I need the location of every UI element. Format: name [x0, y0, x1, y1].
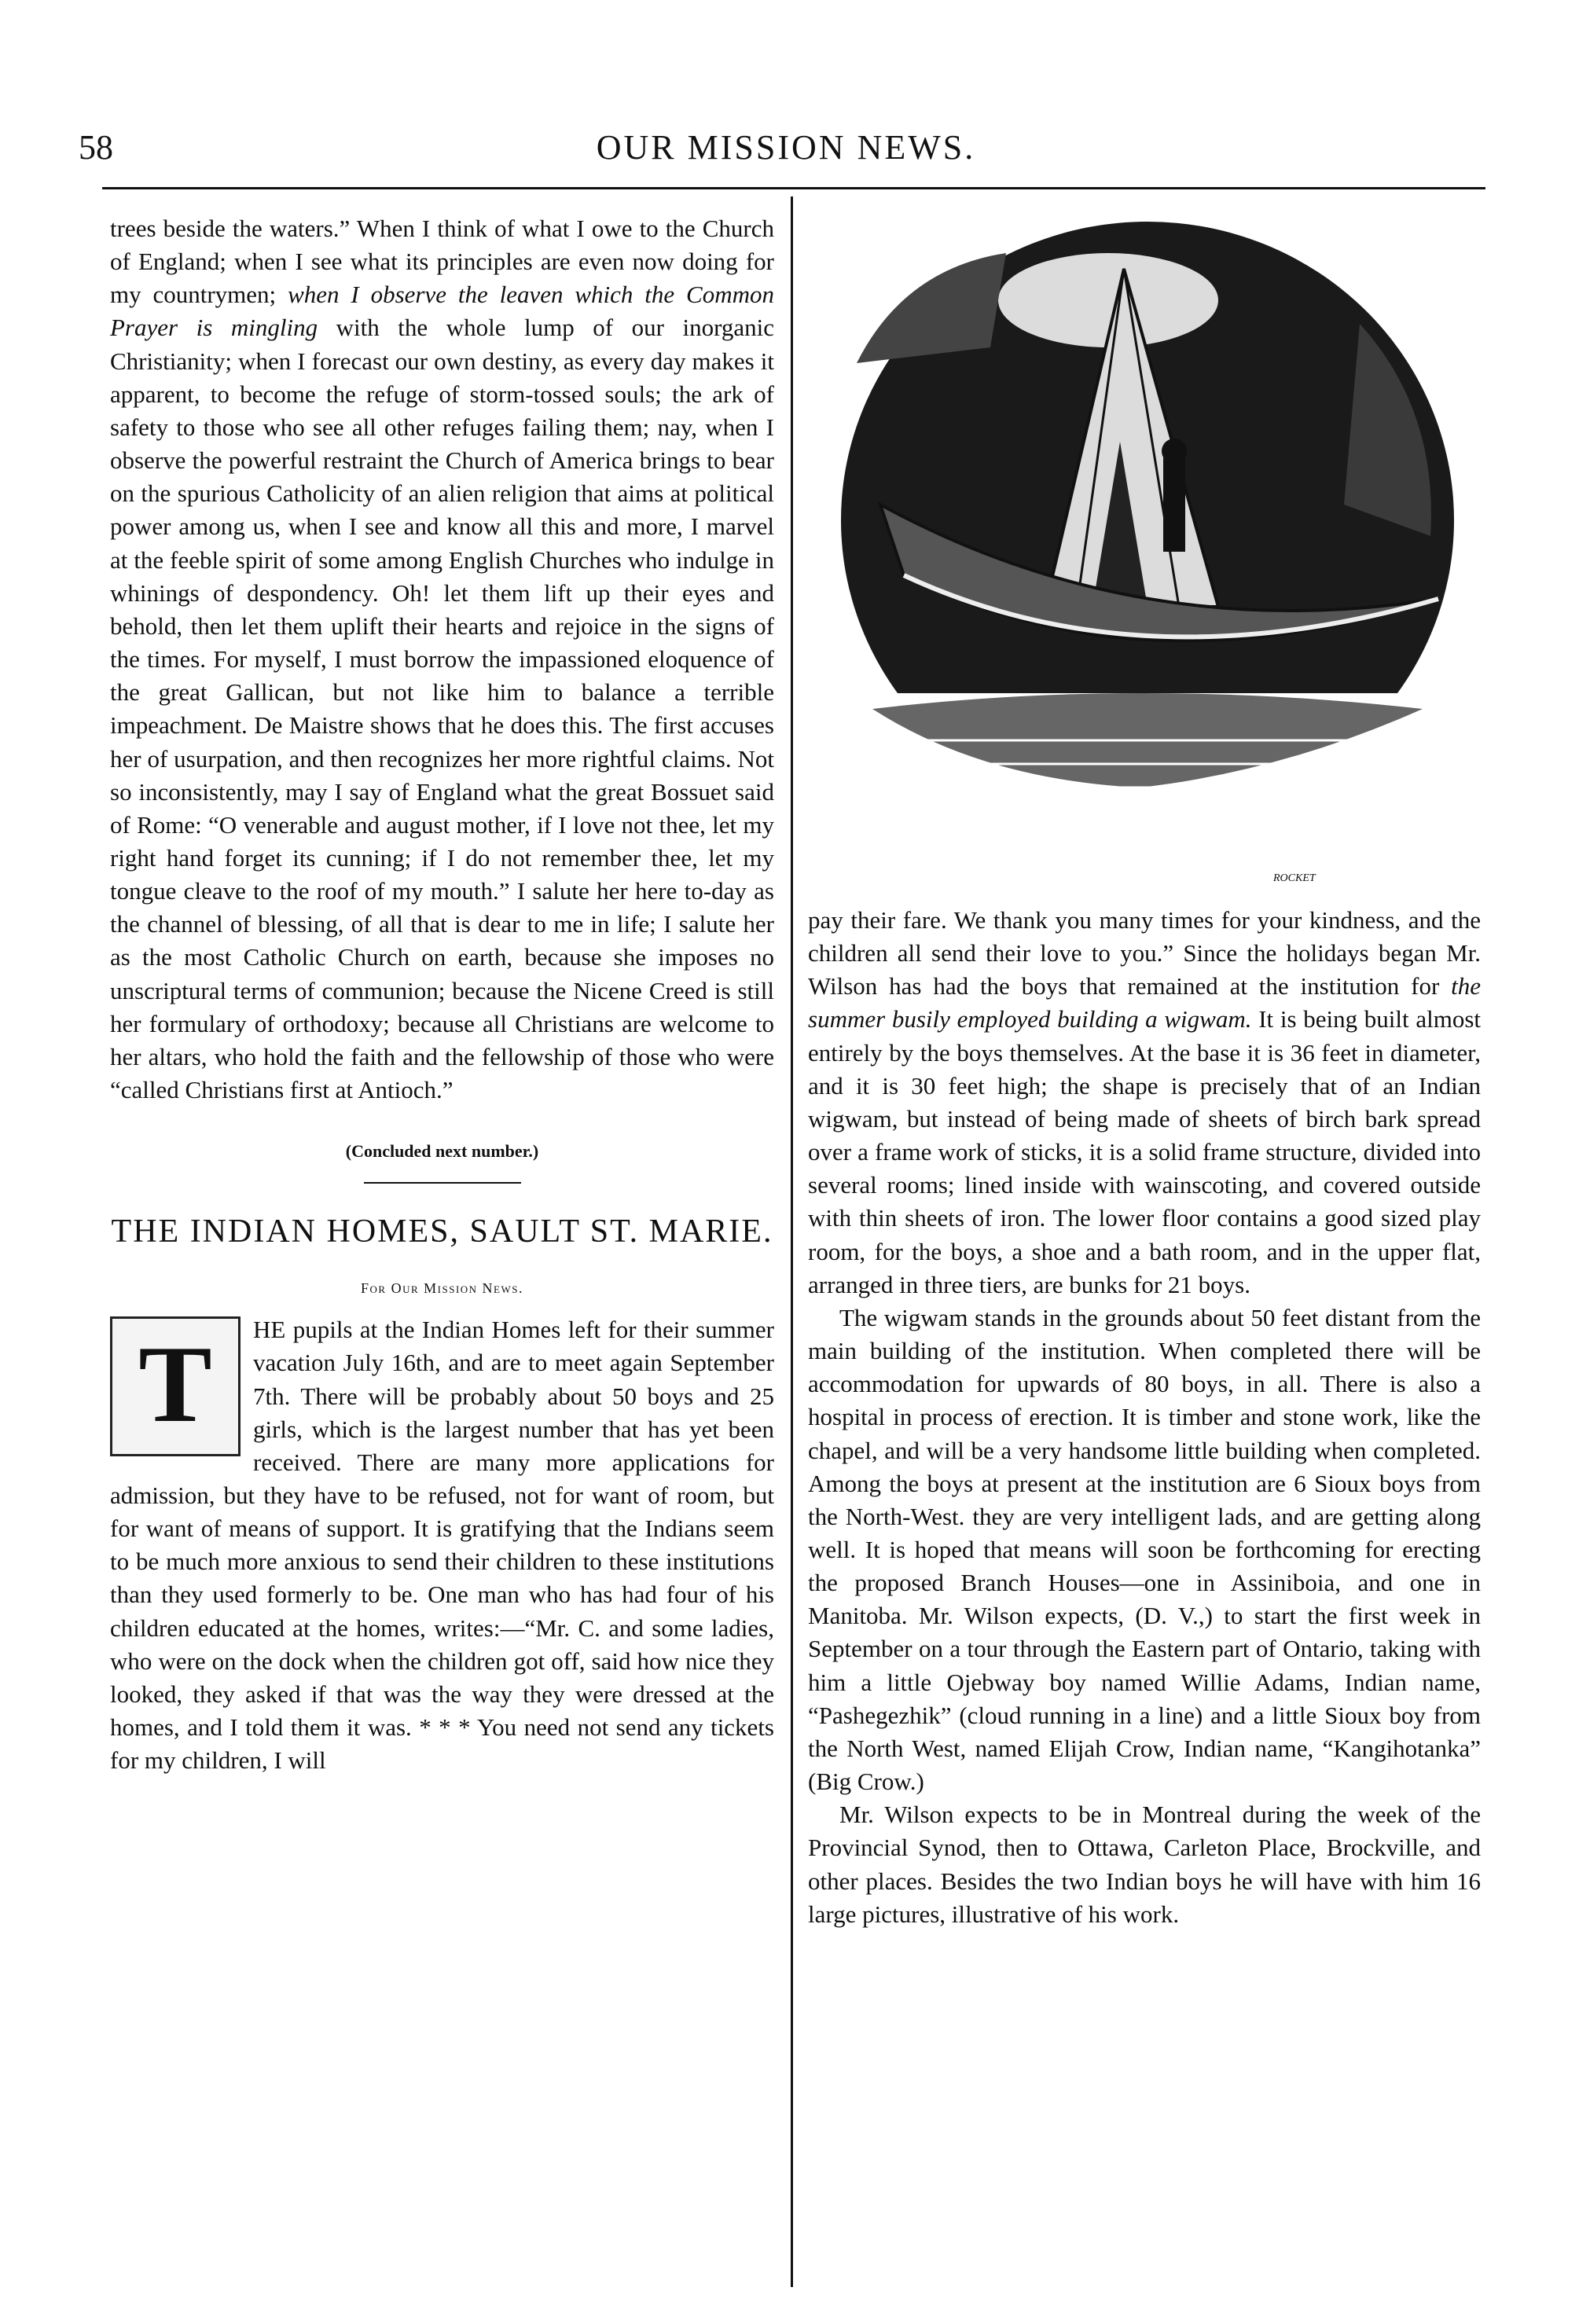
right-paragraph-2: The wigwam stands in the grounds about 50 feet distant from the main building of the institution. When completed there will be accommodation for upwards of 80 boys, in all. There is also a hospital in process of erection. It is timber and stone work, like the chapel, and will be a very handsome little building when completed. Among the boys at present at the institution are 6 Sioux boys from the North-West. they are very intelligent lads, and are getting along well. It is hoped that means will soon be forthcoming for erecting the proposed Branch Houses—one in Assiniboia, and one in Manitoba. Mr. Wilson expects, (D. V.,) to start the first week in September on a tour through the Eastern part of Ontario, taking with him a little Ojebway boy named Willie Adams, Indian name, “Pashegezhik” (cloud running in a line) and a little Sioux boy from the North West, named Elijah Crow, Indian name, “Kangihotanka” (Big Crow.)	[808, 1303, 1481, 1796]
article-title: THE INDIAN HOMES, SAULT ST. MARIE.	[111, 1213, 773, 1250]
left-column	[110, 212, 774, 1777]
running-title: OUR MISSION NEWS.	[596, 128, 976, 167]
wigwam-canoe-illustration	[810, 206, 1478, 882]
article-byline: For Our Mission News.	[361, 1279, 523, 1296]
right-paragraph-3: Mr. Wilson expects to be in Montreal during the week of the Provincial Synod, then to Ottawa, Carleton Place, Brockville, and other places. Besides the two Indian boys he will have with him 16 large pictures, illustrative of his work.	[808, 1801, 1481, 1928]
page-number: 58	[79, 128, 113, 167]
drop-cap: T	[110, 1316, 241, 1456]
right-column	[808, 904, 1481, 1931]
concluded-note: (Concluded next number.)	[345, 1141, 539, 1162]
page-header	[79, 118, 1493, 173]
section-rule	[364, 1182, 521, 1184]
engraver-signature: ROCKET	[1273, 872, 1316, 884]
continued-paragraph: trees beside the waters.” When I think of what I owe to the Church of England; when I see what its principles are even now doing for my countrymen; when I observe the leaven which the Common Prayer is mingling with the whole lump of our inorganic Christianity; when I forecast our own destiny, as every day makes it apparent, to become the refuge of storm-tossed souls; the ark of safety to those who see all other refuges failing them; nay, when I observe the powerful restraint the Church of America brings to bear on the spurious Catholicity of an alien religion that aims at political power among us, when I see and know all this and more, I marvel at the feeble spirit of some among English Churches who indulge in whinings of despondency. Oh! let them lift up their eyes and behold, then let them uplift their hearts and rejoice in the signs of the times. For myself, I must borrow the impassioned eloquence of the great Gallican, but not like him to balance a terrible impeachment. De Maistre shows that he does this. The first accuses her of usurpation, and then recognizes her more rightful claims. Not so inconsistently, may I say of England what the great Bossuet said of Rome: “O venerable and august mother, if I love not thee, let my right hand forget its cunning; if I do not remember thee, let my tongue cleave to the roof of my mouth.” I salute her here to-day as the channel of blessing, of all that is dear to me in life; I salute her as the most Catholic Church on earth, because she imposes no unscriptural terms of communion; because the Nicene Creed is still her formulary of orthodoxy; because all Christians are welcome to her altars, who hold the faith and the fellowship of those who were “called Christians first at Antioch.”	[110, 215, 774, 1104]
article-paragraph: T HE pupils at the Indian Homes left for their summer vacation July 16th, and are to meet again September 7th. There will be probably about 50 boys and 25 girls, which is the largest number that has yet been received. There are many more applications for admission, but they have to be refused, not for want of room, but for want of means of support. It is gratifying that the Indians seem to be much more anxious to send their children to these institutions than they used formerly to be. One man who has had four of his children educated at the homes, writes:—“Mr. C. and some ladies, who were on the dock when the children got off, said how nice they looked, they asked if that was the way they were dressed at the homes, and I told them it was. * * * You need not send any tickets for my children, I will	[110, 1316, 774, 1775]
header-rule	[102, 187, 1485, 189]
column-divider	[791, 196, 793, 2287]
right-paragraph-1: pay their fare. We thank you many times for your kindness, and the children all send their love to you.” Since the holidays began Mr. Wilson has had the boys that remained at the institution for the summer busily employed building a wigwam. It is being built almost entirely by the boys themselves. At the base it is 36 feet in diameter, and it is 30 feet high; the shape is precisely that of an Indian wigwam, but instead of being made of sheets of birch bark spread over a frame work of sticks, it is a solid frame structure, divided into several rooms; lined inside with wainscoting, and covered outside with thin sheets of iron. The lower floor contains a good sized play room, for the boys, a shoe and a bath room, and in the upper flat, arranged in three tiers, are bunks for 21 boys.	[808, 906, 1481, 1298]
